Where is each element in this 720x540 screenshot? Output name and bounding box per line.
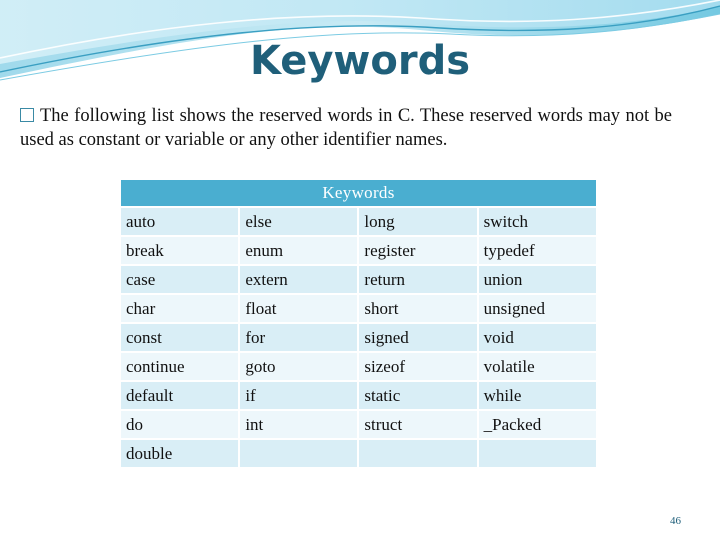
table-cell: enum (240, 237, 357, 264)
bullet-paragraph (20, 104, 672, 152)
table-row (121, 208, 596, 235)
table-cell: char (121, 295, 238, 322)
table-cell: union (479, 266, 596, 293)
table-cell: continue (121, 353, 238, 380)
table-cell: short (359, 295, 476, 322)
table-cell: break (121, 237, 238, 264)
table-cell: const (121, 324, 238, 351)
table-cell: return (359, 266, 476, 293)
slide-title: Keywords (249, 38, 471, 84)
table-row (121, 353, 596, 380)
table-row (121, 237, 596, 264)
table-cell: long (359, 208, 476, 235)
square-bullet-icon (20, 108, 34, 122)
table-cell: _Packed (479, 411, 596, 438)
table-cell: auto (121, 208, 238, 235)
table-row (121, 295, 596, 322)
bullet-text: The following list shows the reserved words in C. These reserved words may not be used as constant or variable or any other identifier names. (20, 106, 672, 150)
table-cell: void (479, 324, 596, 351)
table-cell: volatile (479, 353, 596, 380)
table-cell: struct (359, 411, 476, 438)
table-cell: goto (240, 353, 357, 380)
table-row (121, 411, 596, 438)
table-cell: int (240, 411, 357, 438)
table-cell: if (240, 382, 357, 409)
page-number: 46 (670, 515, 681, 527)
table-cell: for (240, 324, 357, 351)
table-row (121, 324, 596, 351)
table-cell (240, 440, 357, 467)
table-row (121, 266, 596, 293)
table-row (121, 382, 596, 409)
table-cell: sizeof (359, 353, 476, 380)
table-cell: double (121, 440, 238, 467)
table-cell: while (479, 382, 596, 409)
table-cell: register (359, 237, 476, 264)
table-cell: switch (479, 208, 596, 235)
table-cell: default (121, 382, 238, 409)
table-header: Keywords (121, 180, 596, 206)
table-cell: else (240, 208, 357, 235)
table-cell: unsigned (479, 295, 596, 322)
table-header-row (121, 180, 596, 206)
table-cell (479, 440, 596, 467)
table-cell: static (359, 382, 476, 409)
table-cell: case (121, 266, 238, 293)
table-cell: typedef (479, 237, 596, 264)
table-row (121, 440, 596, 467)
table-cell: signed (359, 324, 476, 351)
table-cell: extern (240, 266, 357, 293)
table-cell: do (121, 411, 238, 438)
keywords-table (119, 178, 598, 469)
table-cell: float (240, 295, 357, 322)
table-cell (359, 440, 476, 467)
